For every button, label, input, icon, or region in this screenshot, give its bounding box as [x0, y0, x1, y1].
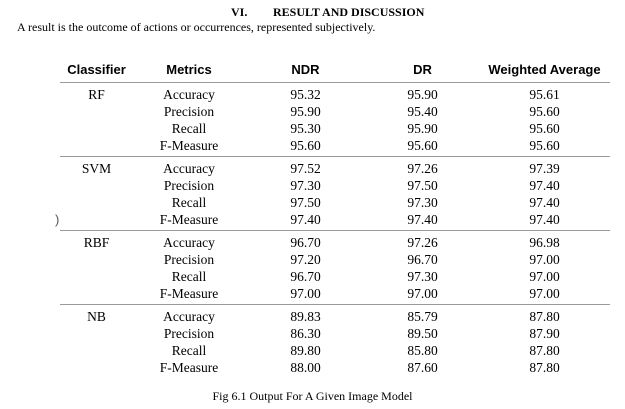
ndr-cell: 97.50: [290, 195, 321, 210]
table-row: [60, 305, 610, 326]
dr-cell: 95.40: [407, 104, 438, 119]
weighted-average-cell: 97.00: [529, 269, 560, 284]
ndr-cell: 96.70: [290, 235, 321, 250]
ndr-cell: 95.32: [290, 87, 321, 102]
dr-cell: 96.70: [407, 252, 438, 267]
metric-cell: F-Measure: [159, 360, 219, 375]
metric-cell: F-Measure: [133, 137, 245, 157]
section-number: VI.: [231, 5, 248, 19]
metric-cell: Accuracy: [163, 87, 215, 102]
ndr-cell: 86.30: [290, 326, 321, 341]
weighted-average-cell: 95.61: [529, 87, 560, 102]
weighted-average-cell: 95.60: [529, 104, 560, 119]
results-table: [60, 56, 610, 378]
ndr-cell: 96.70: [290, 269, 321, 284]
ndr-cell: 97.20: [290, 252, 321, 267]
header-dr: DR: [366, 56, 479, 83]
table-row: [60, 231, 610, 252]
weighted-average-cell: 87.90: [529, 326, 560, 341]
metric-cell: Recall: [171, 121, 207, 136]
table-row: [60, 359, 610, 378]
classifier-cell: RBF: [60, 231, 133, 305]
classifier-cell: SVM: [60, 157, 133, 231]
ndr-cell: 89.80: [290, 343, 321, 358]
table-row: [60, 103, 610, 120]
classifier-cell: NB: [87, 309, 106, 324]
ndr-cell: 95.60: [245, 137, 366, 157]
dr-cell: 97.40: [366, 211, 479, 231]
section-title: RESULT AND DISCUSSION: [273, 5, 425, 19]
metric-cell: Precision: [163, 326, 215, 341]
table-row: [60, 342, 610, 359]
metric-cell: Accuracy: [163, 309, 215, 324]
table-header-row: [60, 56, 610, 83]
dr-cell: 87.60: [407, 360, 438, 375]
dr-cell: 95.90: [407, 87, 438, 102]
dr-cell: 95.90: [407, 121, 438, 136]
metric-cell: Accuracy: [163, 235, 215, 250]
dr-cell: 97.30: [407, 195, 438, 210]
table-row: [60, 137, 610, 157]
metric-cell: Recall: [171, 343, 207, 358]
dr-cell: 85.79: [407, 309, 438, 324]
metric-cell: F-Measure: [133, 211, 245, 231]
metric-cell: F-Measure: [133, 285, 245, 305]
header-classifier: Classifier: [60, 56, 133, 83]
weighted-average-cell: 97.40: [479, 211, 610, 231]
weighted-average-cell: 97.39: [529, 161, 560, 176]
table-row: [60, 120, 610, 137]
dr-cell: 97.50: [407, 178, 438, 193]
metric-cell: Precision: [163, 178, 215, 193]
dr-cell: 95.60: [366, 137, 479, 157]
table-row: [60, 194, 610, 211]
dr-cell: 89.50: [407, 326, 438, 341]
ndr-cell: 95.90: [290, 104, 321, 119]
intro-paragraph: A result is the outcome of actions or occurrences, represented subjectively.: [17, 20, 376, 34]
weighted-average-cell: 95.60: [479, 137, 610, 157]
table-row: [60, 268, 610, 285]
ndr-cell: 97.40: [245, 211, 366, 231]
margin-mark: ): [55, 212, 60, 227]
weighted-average-cell: 96.98: [529, 235, 560, 250]
table-row: [60, 157, 610, 178]
metric-cell: Precision: [163, 252, 215, 267]
metric-cell: Accuracy: [163, 161, 215, 176]
weighted-average-cell: 87.80: [529, 360, 560, 375]
table-row: [60, 325, 610, 342]
weighted-average-cell: 97.00: [479, 285, 610, 305]
table-row: [60, 177, 610, 194]
weighted-average-cell: 97.40: [529, 178, 560, 193]
ndr-cell: 95.30: [290, 121, 321, 136]
dr-cell: 97.30: [407, 269, 438, 284]
table-row: [60, 251, 610, 268]
ndr-cell: 97.00: [245, 285, 366, 305]
weighted-average-cell: 97.00: [529, 252, 560, 267]
ndr-cell: 89.83: [290, 309, 321, 324]
figure-caption: Fig 6.1 Output For A Given Image Model: [212, 389, 413, 403]
table-row: [60, 211, 610, 231]
weighted-average-cell: 87.80: [529, 309, 560, 324]
weighted-average-cell: 87.80: [529, 343, 560, 358]
weighted-average-cell: 97.40: [529, 195, 560, 210]
metric-cell: Recall: [171, 269, 207, 284]
metric-cell: Precision: [163, 104, 215, 119]
table-row: [60, 285, 610, 305]
metric-cell: Recall: [171, 195, 207, 210]
weighted-average-cell: 95.60: [529, 121, 560, 136]
header-ndr: NDR: [245, 56, 366, 83]
dr-cell: 85.80: [407, 343, 438, 358]
results-body: [60, 83, 610, 379]
ndr-cell: 97.30: [290, 178, 321, 193]
header-weighted-average: Weighted Average: [479, 56, 610, 83]
ndr-cell: 97.52: [290, 161, 321, 176]
header-metrics: Metrics: [133, 56, 245, 83]
dr-cell: 97.26: [407, 235, 438, 250]
dr-cell: 97.26: [407, 161, 438, 176]
classifier-cell: RF: [60, 83, 133, 157]
dr-cell: 97.00: [366, 285, 479, 305]
ndr-cell: 88.00: [290, 360, 321, 375]
table-row: [60, 83, 610, 104]
